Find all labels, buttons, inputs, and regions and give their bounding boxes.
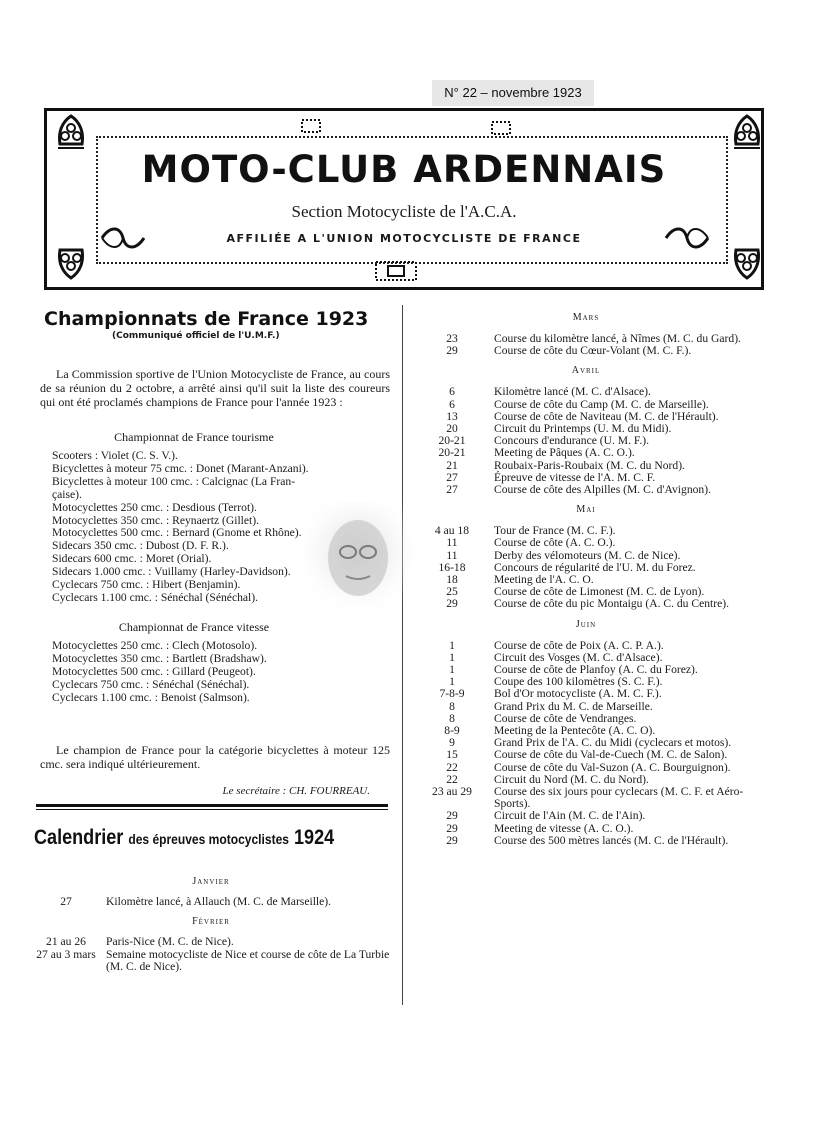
calendrier-title-a: Calendrier xyxy=(34,826,124,849)
champion-entry: çaise). xyxy=(52,487,82,501)
event-text: Course du kilomètre lancé, à Nîmes (M. C. du Gard). xyxy=(494,332,741,345)
event-date: 20 xyxy=(446,422,458,435)
flower-ornament-icon xyxy=(54,114,88,152)
event-date: 9 xyxy=(449,736,455,750)
champion-entry: Motocyclettes 500 cmc. : Gillard (Peugeot). xyxy=(52,664,256,678)
event-date: 15 xyxy=(446,748,458,762)
masthead-title: MOTO-CLUB ARDENNAIS xyxy=(141,148,667,191)
event-date: 20-21 xyxy=(438,434,466,448)
event-date: 21 xyxy=(446,458,458,472)
month-heading: Avril xyxy=(571,365,601,377)
champion-entry: Motocyclettes 250 cmc. : Clech (Motosolo). xyxy=(52,639,258,652)
portrait-photo xyxy=(302,502,414,614)
event-date: 6 xyxy=(449,385,455,399)
calendrier-title xyxy=(34,826,344,850)
championnats-intro: La Commission sportive de l'Union Motocycliste de France, au cours de sa réunion du 2 octobre, a arrêté ainsi qu'il suit la liste des coureurs qui ont été proclamés champions de France pour l'année 1923 : xyxy=(40,367,390,409)
square-ornament-icon xyxy=(300,118,322,134)
event-date: 20-21 xyxy=(438,446,466,460)
event-date: 27 au 3 mars xyxy=(36,947,96,961)
event-date: 8 xyxy=(449,699,455,713)
event-date: 4 au 18 xyxy=(434,524,470,538)
event-text: Course de côte du Camp (M. C. de Marseille). xyxy=(494,397,709,411)
event-text: Course de côte de Limonest (M. C. de Lyon). xyxy=(494,585,705,599)
event-text: Course de côte du pic Montaigu (A. C. du Centre). xyxy=(494,597,730,611)
event-date: 22 xyxy=(446,760,458,774)
square-ornament-icon xyxy=(374,260,418,282)
championnats-note: (Communiqué officiel de l'U.M.F.) xyxy=(112,331,280,341)
event-date: 7-8-9 xyxy=(439,687,465,701)
event-text: Course de côte (A. C. O.). xyxy=(494,536,616,550)
event-date: 25 xyxy=(446,585,458,599)
event-date: 1 xyxy=(449,663,455,676)
event-text: Grand Prix de l'A. C. du Midi (cyclecars et motos). xyxy=(494,736,732,750)
event-text: Course de côte des Alpilles (M. C. d'Avignon). xyxy=(494,483,711,496)
event-text: Tour de France (M. C. F.). xyxy=(494,524,616,538)
month-heading: Mai xyxy=(576,504,596,516)
calendrier-title-c: 1924 xyxy=(294,826,335,849)
champion-entry: Cyclecars 1.100 cmc. : Sénéchal (Sénéchal). xyxy=(52,590,259,604)
month-heading: Mars xyxy=(572,312,600,323)
champion-entry: Motocyclettes 500 cmc. : Bernard (Gnome et Rhône). xyxy=(52,526,302,540)
event-date: 16-18 xyxy=(438,560,466,574)
event-text: Kilomètre lancé (M. C. d'Alsace). xyxy=(494,385,651,399)
event-text: Course de côte de Planfoy (A. C. du Forez). xyxy=(494,663,698,676)
event-text: Concours de régularité de l'U. M. du Forez. xyxy=(494,560,696,574)
event-date: 8-9 xyxy=(444,724,460,737)
vitesse-heading: Championnat de France vitesse xyxy=(118,620,270,634)
event-text: Course de côte du Val-Suzon (A. C. Bourguignon). xyxy=(494,760,731,774)
champion-entry: Bicyclettes à moteur 100 cmc. : Calcignac (La Fran- xyxy=(52,474,296,488)
champion-entry: Cyclecars 750 cmc. : Sénéchal (Sénéchal). xyxy=(52,677,250,691)
event-text: Épreuve de vitesse de l'A. M. C. F. xyxy=(494,470,656,484)
champion-entry: Sidecars 350 cmc. : Dubost (D. F. R.). xyxy=(52,539,229,553)
event-date: 23 au 29 xyxy=(432,785,472,798)
event-date: 21 au 26 xyxy=(46,935,86,949)
column-divider xyxy=(402,305,403,1005)
event-text: Course de côte de Naviteau (M. C. de l'Hérault). xyxy=(494,409,719,423)
masthead-affiliation: AFFILIÉE A L'UNION MOTOCYCLISTE DE FRANCE xyxy=(226,232,582,245)
flower-ornament-icon xyxy=(54,242,88,280)
event-text: Grand Prix du M. C. de Marseille. xyxy=(494,699,653,713)
event-text: Kilomètre lancé, à Allauch (M. C. de Marseille). xyxy=(106,895,332,908)
event-text: Circuit du Nord (M. C. du Nord). xyxy=(494,772,649,786)
event-text: Coupe des 100 kilomètres (S. C. F.). xyxy=(494,675,663,689)
event-text: Course de côte du Cœur-Volant (M. C. F.). xyxy=(494,344,692,358)
champion-entry: Cyclecars 750 cmc. : Hibert (Benjamin). xyxy=(52,578,241,592)
champion-entry: Motocyclettes 250 cmc. : Desdious (Terrot). xyxy=(52,500,257,514)
event-date: 29 xyxy=(446,809,458,823)
event-date: 1 xyxy=(449,650,455,664)
champion-entry: Sidecars 1.000 cmc. : Vuillamy (Harley-Davidson). xyxy=(52,565,291,579)
masthead-subtitle: Section Motocycliste de l'A.C.A. xyxy=(291,202,517,221)
event-date: 27 xyxy=(446,483,458,496)
event-date: 29 xyxy=(446,833,458,847)
square-ornament-icon xyxy=(490,120,512,136)
event-text: Meeting de la Pentecôte (A. C. O). xyxy=(494,724,656,737)
event-text: Meeting de vitesse (A. C. O.). xyxy=(494,821,634,835)
calendrier-title-b: des épreuves motocyclistes xyxy=(128,831,289,847)
championnats-closing: Le champion de France pour la catégorie bicyclettes à moteur 125 cmc. sera indiqué ultérieurement. xyxy=(40,743,390,771)
event-date: 13 xyxy=(446,409,458,423)
event-text: Meeting de l'A. C. O. xyxy=(494,573,594,586)
event-text: Course des six jours pour cyclecars (M. C. F. et Aéro-Sports). xyxy=(494,785,744,811)
masthead xyxy=(44,108,764,290)
event-text: Course de côte du Val-de-Cuech (M. C. de Salon). xyxy=(494,748,728,762)
champion-entry: Scooters : Violet (C. S. V.). xyxy=(52,449,178,462)
event-date: 29 xyxy=(446,597,458,611)
event-text: Meeting de Pâques (A. C. O.). xyxy=(494,446,635,460)
flower-ornament-icon xyxy=(730,242,764,280)
signature: Le secrétaire : CH. FOURREAU. xyxy=(222,785,370,797)
event-text: Semaine motocycliste de Nice et course de côte de La Turbie (M. C. de Nice). xyxy=(106,947,390,974)
section-rule xyxy=(36,804,388,807)
issue-label: N° 22 – novembre 1923 xyxy=(432,80,594,106)
champion-entry: Motocyclettes 350 cmc. : Reynaertz (Gillet). xyxy=(52,513,260,527)
event-text: Paris-Nice (M. C. de Nice). xyxy=(106,935,234,949)
month-heading: Février xyxy=(192,916,230,928)
section-rule-thin xyxy=(36,809,388,810)
event-text: Circuit des Vosges (M. C. d'Alsace). xyxy=(494,650,663,664)
event-text: Derby des vélomoteurs (M. C. de Nice). xyxy=(494,548,681,562)
event-date: 1 xyxy=(449,638,455,652)
champion-entry: Motocyclettes 350 cmc. : Bartlett (Bradshaw). xyxy=(52,651,267,665)
event-text: Concours d'endurance (U. M. F.). xyxy=(494,434,650,448)
event-text: Course des 500 mètres lancés (M. C. de l'Hérault). xyxy=(494,833,729,847)
event-date: 11 xyxy=(446,548,458,562)
event-date: 27 xyxy=(60,895,72,908)
event-date: 8 xyxy=(449,711,455,725)
champion-entry: Cyclecars 1.100 cmc. : Benoist (Salmson). xyxy=(52,690,250,704)
event-text: Circuit de l'Ain (M. C. de l'Ain). xyxy=(494,809,646,823)
event-text: Circuit du Printemps (U. M. du Midi). xyxy=(494,422,672,435)
event-date: 1 xyxy=(449,675,455,689)
event-date: 29 xyxy=(446,821,458,835)
event-text: Course de côte de Poix (A. C. P. A.). xyxy=(494,638,664,652)
event-date: 27 xyxy=(446,470,458,484)
event-date: 23 xyxy=(446,332,458,345)
month-heading: Janvier xyxy=(192,876,230,887)
event-date: 18 xyxy=(446,573,458,586)
vitesse-list xyxy=(52,640,392,705)
event-date: 6 xyxy=(449,397,455,411)
event-date: 11 xyxy=(446,536,458,550)
champion-entry: Sidecars 600 cmc. : Moret (Orial). xyxy=(52,552,212,566)
event-text: Roubaix-Paris-Roubaix (M. C. du Nord). xyxy=(494,458,685,472)
event-text: Bol d'Or motocycliste (A. M. C. F.). xyxy=(494,687,662,701)
tourisme-heading: Championnat de France tourisme xyxy=(114,430,274,444)
championnats-title: Championnats de France 1923 xyxy=(44,308,369,330)
month-heading: Juin xyxy=(575,618,597,630)
event-date: 29 xyxy=(446,344,458,358)
event-text: Course de côte de Vendranges. xyxy=(494,711,637,725)
flower-ornament-icon xyxy=(730,114,764,152)
event-date: 22 xyxy=(446,772,458,786)
champion-entry: Bicyclettes à moteur 75 cmc. : Donet (Marant-Anzani). xyxy=(52,461,309,475)
